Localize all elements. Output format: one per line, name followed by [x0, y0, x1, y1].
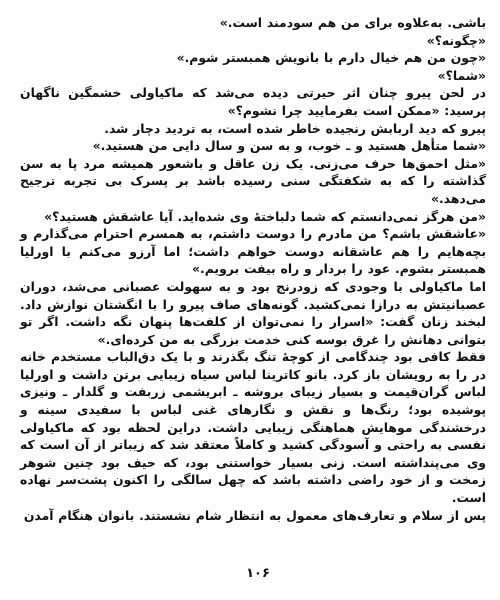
paragraph: در لحن پیرو چنان اثر حیرتی دیده می‌شد که ماکیاولی خشمگین ناگهان پرسید: «ممکن است بفرمایید چرا نشوم؟» [20, 85, 486, 118]
paragraph: اما ماکیاولی با وجودی که زودرنج بود و به سهولت عصبانی می‌شد، دوران عصبانیتش به درازا نمی‌کشید. گونه‌های صاف پیرو را با انگشتان نوازش داد. لبخند زنان گفت: «اسرار را نمی‌توان از کلفت‌ها پنهان نگه داشت. اگر تو بتوانی دهانش را غرق بوسه کنی خدمت بزرگی به من کرده‌ای.» [20, 278, 486, 347]
paragraph: باشی. به‌علاوه برای من هم سودمند است.» [219, 15, 486, 30]
paragraph: «شما متأهل هستید و ـ خوب، و به سن و سال دایی من هستید.» [92, 138, 486, 154]
paragraph: «چگونه؟» [426, 32, 486, 48]
paragraph: فقط کافی بود چندگامی از کوچهٔ تنگ بگذرند و با یک دق‌الباب مستخدم خانه در را به رویشان باز کرد. بانو کاترینا لباس سیاه زیبایی برتن داشت و اورلیا لباس گران‌قیمت و بسیار زیبای بروشه ـ ابریشمی زربفت و گلدار ـ ونیزی پوشیده بود؛ رنگ‌ها و نقش و نگارهای غنی لباس با سفیدی سینه و درخشندگی موهایش هماهنگی زیبایی داشت. دراین لحظه بود که ماکیاولی نفسی به راحتی و آسودگی کشید و کاملاً معتقد شد که زیباتر از آن است که وی می‌پنداشته است. زنی بسیار خواستنی بود، که حیف بود چنین شوهر زمخت و از خود راضی داشته باشد که چهل سالگی را اکنون پشت‌سر نهاده است. [20, 349, 486, 506]
paragraph: پس از سلام و تعارف‌های معمول به انتظار شام نشستند. بانوان هنگام آمدن [23, 507, 486, 523]
paragraph: پیرو که دید اربابش رنجیده خاطر شده است، به تردید دچار شد. [104, 120, 486, 136]
body-text [20, 14, 486, 524]
paragraph: «چون من هم خیال دارم با بانویش همبستر شوم.» [176, 50, 486, 66]
paragraph: «شما؟» [437, 67, 486, 83]
paragraph: «مثل احمق‌ها حرف می‌زنی. یک زن عاقل و باشعور همیشه مرد پا به سن گذاشته را که به شکفتگی سنی رسیده باشد بر پسرک بی تجربه ترجیح می‌دهد.» [20, 155, 486, 206]
paragraph: «عاشقش باشم؟ من مادرم را دوست داشتم، به همسرم احترام می‌گذارم و بچه‌هایم را هم عاشقانه دوست خواهم داشت؛ اما آرزو می‌کنم با اورلیا همبستر بشوم. عود را بردار و راه بیفت برویم.» [20, 226, 486, 277]
paragraph: «من هرگز نمی‌دانستم که شما دلباختهٔ وی شده‌اید. آیا عاشقش هستید؟» [44, 208, 486, 224]
page-number: ۱۰۶ [246, 566, 270, 581]
